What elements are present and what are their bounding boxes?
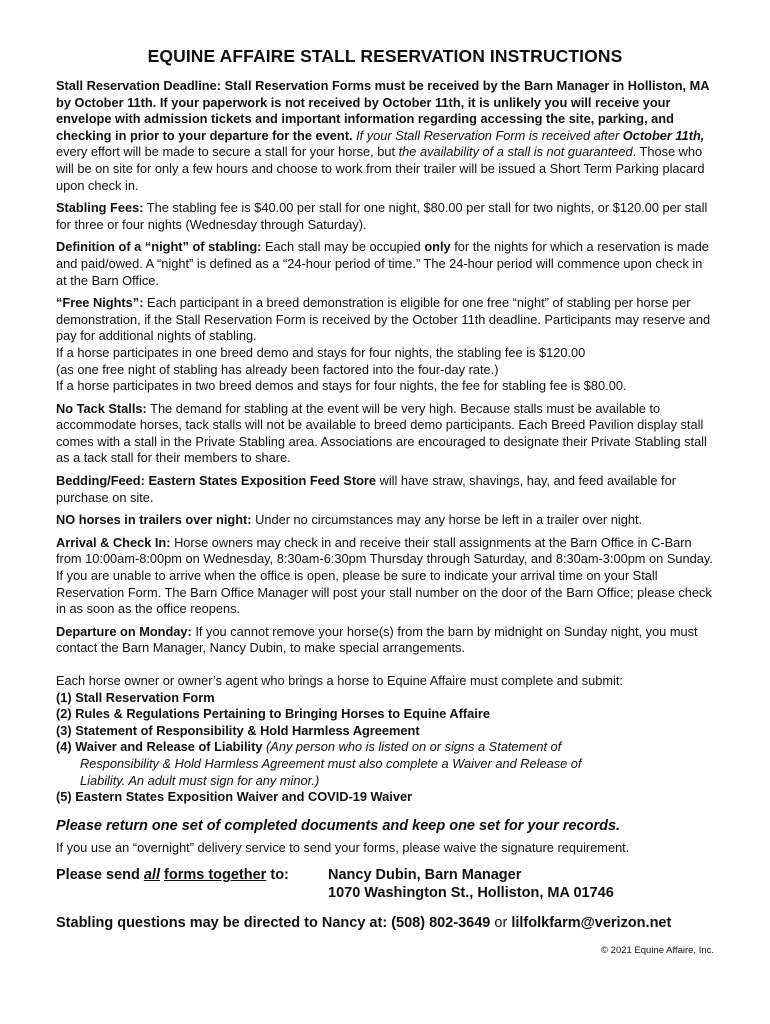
trailers-label: NO horses in trailers over night: — [56, 512, 252, 528]
overnight-note: If you use an “overnight” delivery service to send your forms, please waive the signature requirement. — [56, 839, 630, 855]
fees-label: Stabling Fees: — [56, 200, 144, 216]
trailers-paragraph — [56, 512, 714, 529]
deadline-bold-text: Stall Reservation Forms must be received by the Barn Manager in Holliston, MA by October 11th. If your paperwork is not received by October 11th, it is unlikely you will receive your envelope with admission tickets and important information regarding accessing the site, parking, and checking in prior to your departure for the event. — [56, 78, 710, 143]
list-item: (1) Stall Reservation Form — [56, 689, 215, 705]
free-nights-line-2: If a horse participates in one breed demo and stays for four nights, the stabling fee is $120.00 — [56, 344, 586, 360]
deadline-paragraph — [56, 78, 714, 194]
send-forms-together: forms together — [164, 867, 267, 884]
arrival-label: Arrival & Check In: — [56, 534, 171, 550]
arrival-paragraph — [56, 535, 714, 618]
mailing-address — [328, 866, 614, 902]
deadline-italic-2: the availability of a stall is not guaranteed — [398, 144, 633, 160]
free-nights-paragraph — [56, 295, 714, 395]
email-address: lilfolkfarm@verizon.net — [511, 915, 672, 932]
arrival-text: Horse owners may check in and receive their stall assignments at the Barn Office in C-Barn from 10:00am-8:00pm on Wednesday, 8:30am-6:30pm Thursday through Saturday, and 8:30am-3:00pm on Sunday. If you are unable to arrive when the office is open, please be sure to indicate your arrival time on your Stall Reservation Form. The Barn Office Manager will post your stall number on the door of the Barn Office; please check in as soon as the office reopens. — [56, 534, 713, 617]
trailers-text: Under no circumstances may any horse be left in a trailer over night. — [255, 512, 643, 528]
list-item-note: (Any person who is listed on or signs a Statement of — [266, 739, 562, 755]
bedding-store: Eastern States Exposition Feed Store — [148, 473, 377, 489]
questions-colon: : — [382, 915, 388, 932]
list-item-label: (4) Waiver and Release of Liability — [56, 739, 263, 755]
send-to-block — [56, 866, 714, 902]
questions-or: or — [494, 915, 508, 932]
deadline-plain-2: . Those who will be on site for only a few hours and choose to work from their trailer will be issued a Short Term Parking placard upon check in. — [56, 144, 705, 193]
night-text-1: Each stall may be occupied — [265, 239, 421, 255]
deadline-date: October 11th, — [622, 127, 705, 143]
fees-paragraph — [56, 200, 714, 233]
send-all: all — [143, 867, 160, 884]
list-item-note: Responsibility & Hold Harmless Agreement must also complete a Waiver and Release of — [80, 755, 582, 771]
return-note: Please return one set of completed documents and keep one set for your records. — [56, 817, 621, 834]
send-to: to: — [270, 867, 289, 884]
phone-number: (508) 802-3649 — [391, 915, 491, 932]
fees-text: The stabling fee is $40.00 per stall for one night, $80.00 per stall for two nights, or $120.00 per stall for three or four nights (Wednesday through Saturday). — [56, 200, 708, 232]
list-item: (2) Rules & Regulations Pertaining to Bringing Horses to Equine Affaire — [56, 706, 490, 722]
send-instruction — [56, 866, 328, 902]
free-nights-label: “Free Nights”: — [56, 295, 144, 311]
night-text-2: for the nights for which a reservation is made and paid/owed. A “night” is defined as a “24-hour period of time.” The 24-hour period will commence upon check in at the Barn Office. — [56, 239, 709, 288]
deadline-label: Stall Reservation Deadline: — [56, 78, 221, 93]
night-definition-paragraph — [56, 239, 714, 289]
free-nights-text: Each participant in a breed demonstration is eligible for one free “night” of stabling per horse per demonstration, if the Stall Reservation Form is received by the October 11th deadline. Participants may reserve and pay for additional nights of stabling. — [56, 295, 711, 344]
departure-label: Departure on Monday: — [56, 623, 192, 639]
recipient-name: Nancy Dubin, Barn Manager — [328, 867, 522, 884]
departure-paragraph — [56, 624, 714, 657]
questions-text: Stabling questions may be directed to Nancy at — [56, 915, 383, 932]
list-item-note: Liability. An adult must sign for any minor.) — [80, 772, 320, 788]
page-title: EQUINE AFFAIRE STALL RESERVATION INSTRUCTIONS — [147, 46, 623, 66]
tack-paragraph — [56, 401, 714, 467]
bedding-label: Bedding/Feed: — [56, 473, 145, 489]
list-item: (3) Statement of Responsibility & Hold Harmless Agreement — [56, 722, 420, 738]
copyright: © 2021 Equine Affaire, Inc. — [601, 945, 714, 956]
required-forms-list — [56, 690, 714, 806]
deadline-plain-1: every effort will be made to secure a stall for your horse, but — [56, 144, 396, 160]
questions-line — [56, 915, 714, 931]
send-pre: Please send — [56, 867, 140, 884]
bedding-text: will have straw, shavings, hay, and feed available for purchase on site. — [56, 473, 676, 505]
deadline-italic-1: If your Stall Reservation Form is received after — [356, 127, 620, 143]
bedding-paragraph — [56, 473, 714, 506]
submit-intro: Each horse owner or owner’s agent who brings a horse to Equine Affaire must complete and submit: — [56, 673, 623, 688]
tack-label: No Tack Stalls: — [56, 400, 147, 416]
tack-text: The demand for stabling at the event will be very high. Because stalls must be available to accommodate horses, tack stalls will not be available to breed demo participants. Each Breed Pavilion display stall comes with a stall in the Private Stabling area. Associations are encouraged to designate their Private Stabling stall as a tack stall for their members to share. — [56, 400, 707, 466]
street-address: 1070 Washington St., Holliston, MA 01746 — [328, 885, 614, 902]
free-nights-line-3: (as one free night of stabling has already been factored into the four-day rate.) — [56, 361, 499, 377]
night-bold-word: only — [424, 239, 451, 255]
departure-text: If you cannot remove your horse(s) from the barn by midnight on Sunday night, you must contact the Barn Manager, Nancy Dubin, to make special arrangements. — [56, 623, 698, 656]
night-label: Definition of a “night” of stabling: — [56, 239, 262, 255]
list-item: (5) Eastern States Exposition Waiver and COVID-19 Waiver — [56, 789, 413, 805]
free-nights-line-4: If a horse participates in two breed demos and stays for four nights, the fee for stabling fee is $80.00. — [56, 378, 627, 394]
list-item — [56, 739, 714, 756]
